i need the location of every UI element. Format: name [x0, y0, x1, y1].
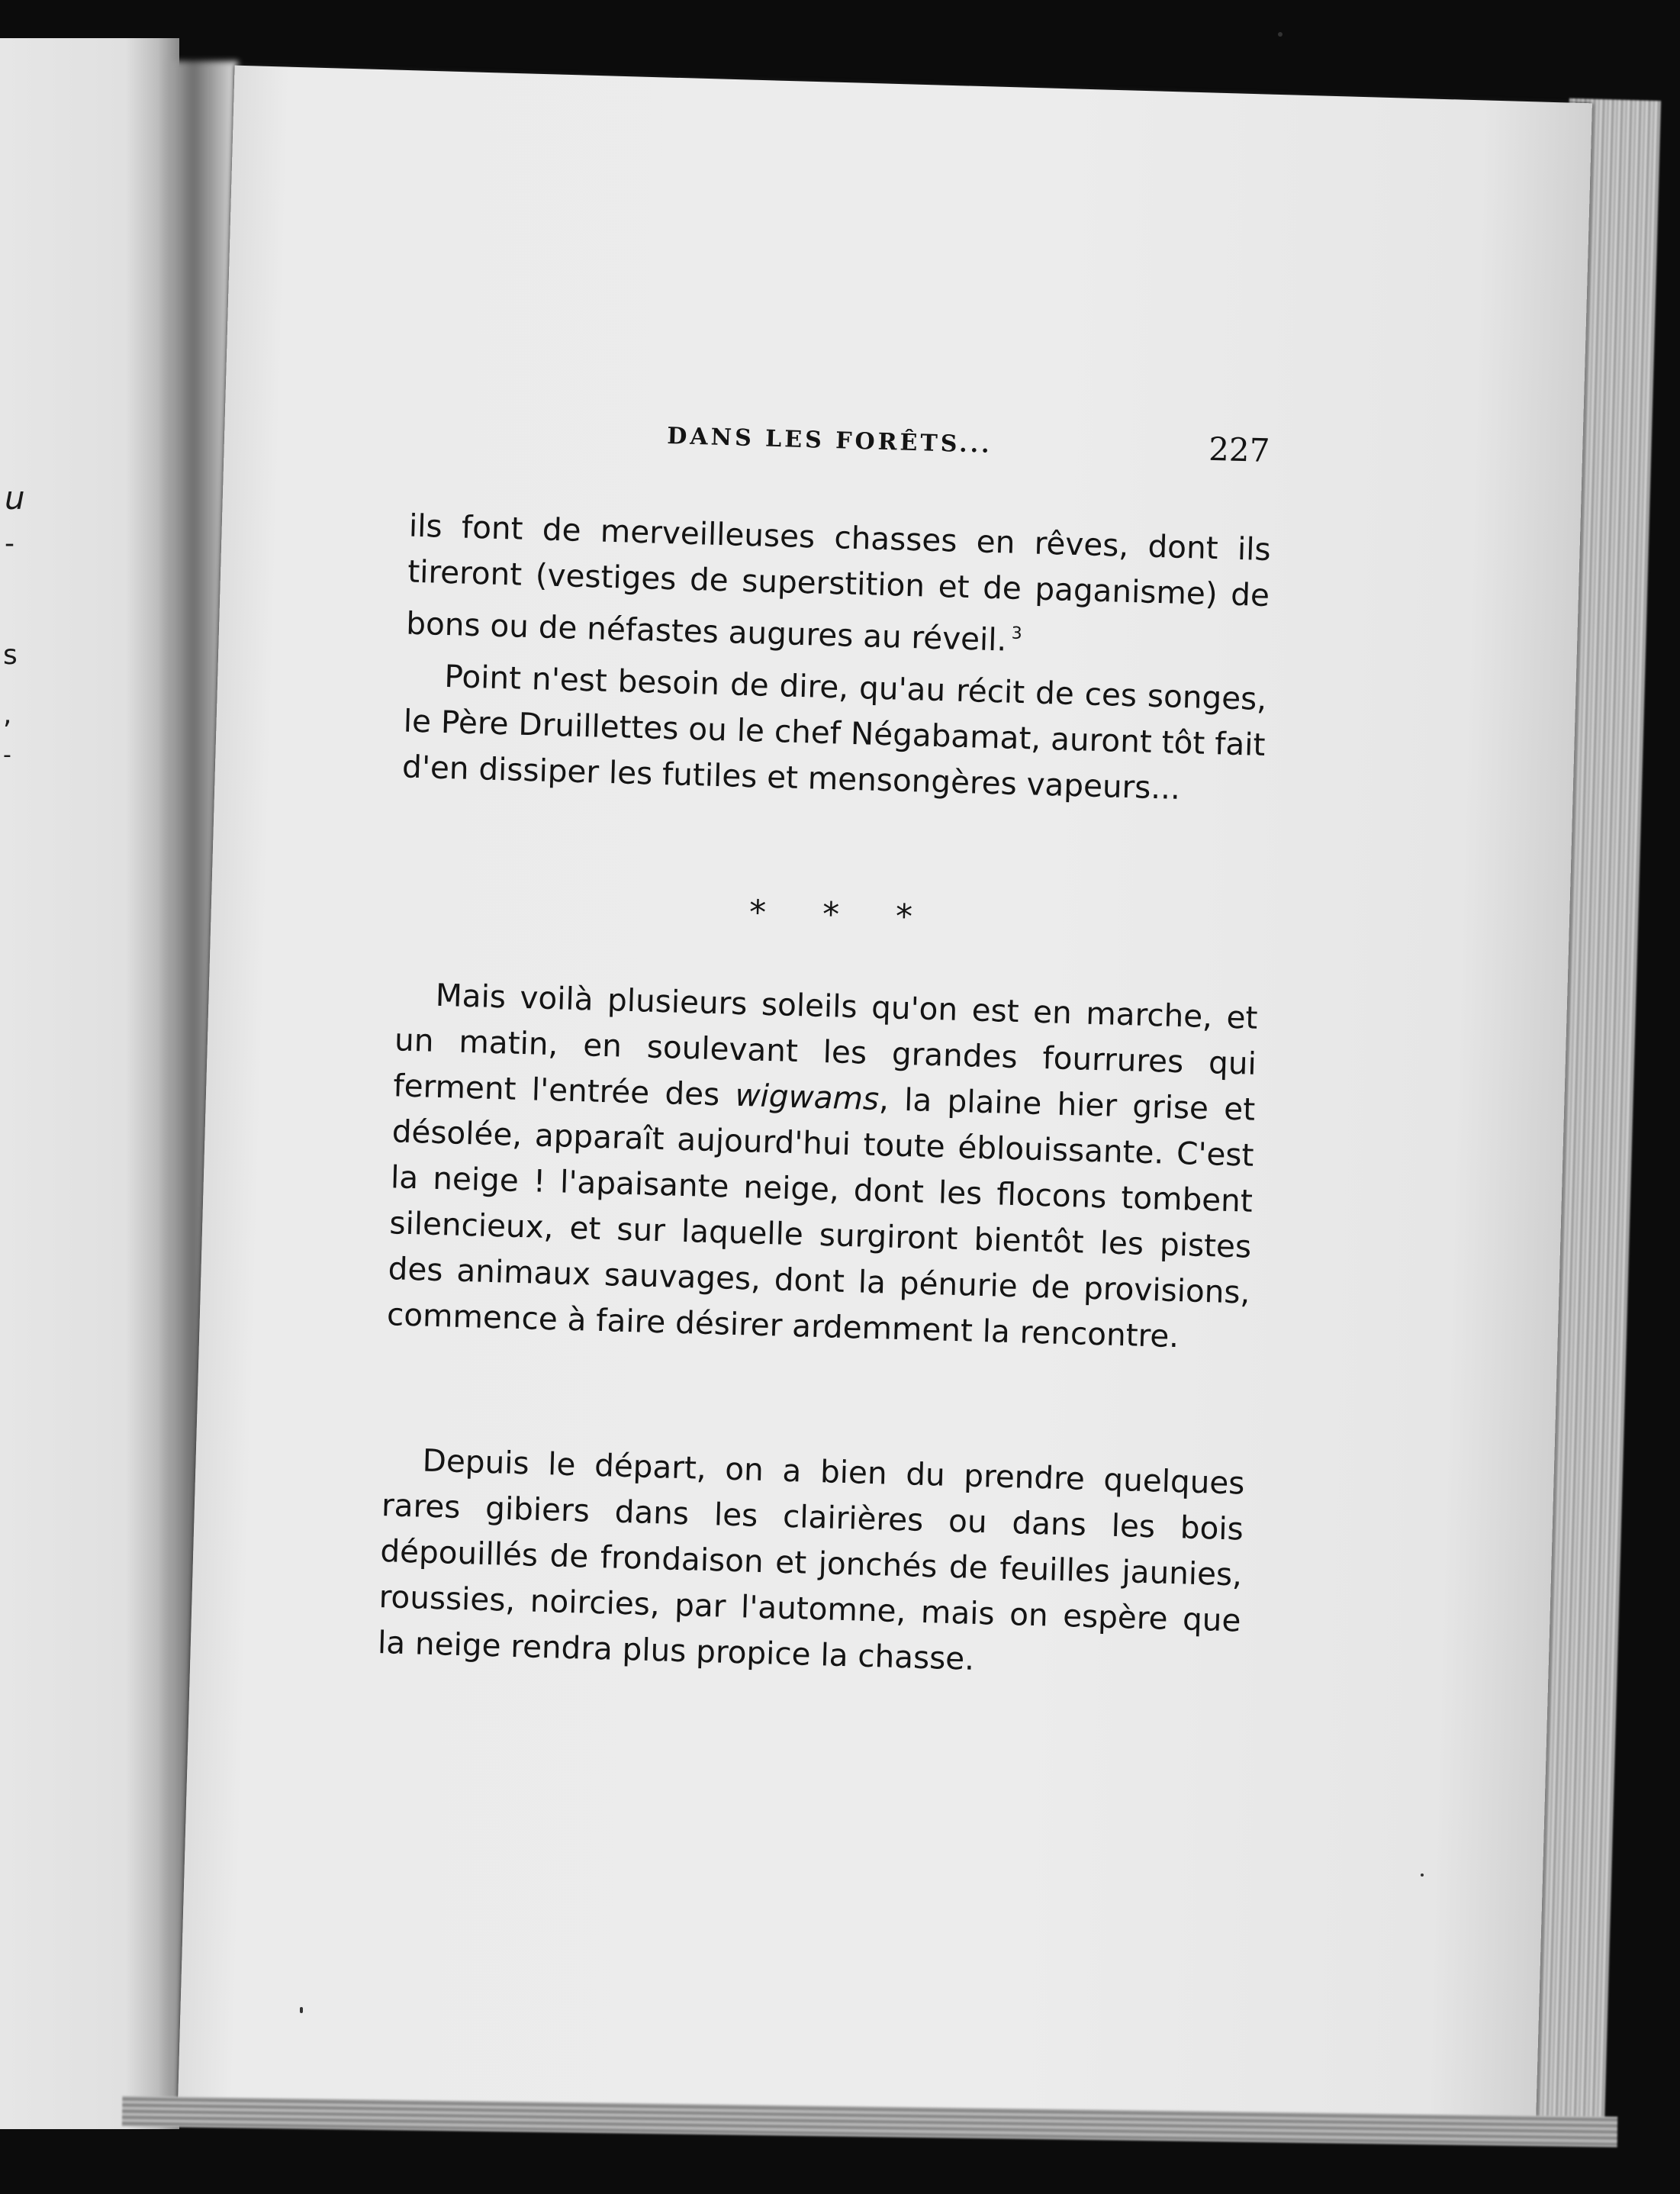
- footnote-marker: 3: [1011, 623, 1023, 644]
- paragraph-text: Mais voilà plusieurs soleils qu'on est en marche, et un matin, en soulevant les grandes fourrures qui ferment l'entrée des: [392, 976, 1259, 1113]
- paragraph: Depuis le départ, on a bien du prendre quelques rares gibiers dans les clairières ou dans les bois dépouillés de frondaison et jonchés de feuilles jaunies, roussies, noircies, par l'automne, mais on espère que la neige rendra plus propice la chasse.: [377, 1442, 1246, 1677]
- italic-term: wigwams: [734, 1076, 880, 1118]
- left-page-fragment: -: [3, 742, 11, 768]
- paragraph: [406, 503, 1272, 670]
- paragraph-text: , la plaine hier grise et désolée, apparaît aujourd'hui toute éblouissante. C'est la neige ! l'apaisante neige, dont les flocons tombent silencieux, et sur laquelle surgiront bientôt les pistes des animaux sauvages, dont la pénurie de provisions, commence à faire désirer ardemment la rencontre.: [386, 1081, 1256, 1355]
- running-head: DANS LES FORÊTS...: [666, 422, 993, 459]
- left-page-fragment: s: [3, 640, 18, 671]
- paragraph-text: ils font de merveilleuses chasses en rêves, dont ils tireront (vestiges de superstition et de paganisme) de bons ou de néfastes augures au réveil.: [405, 507, 1272, 659]
- left-page-fragment: ,: [3, 699, 12, 730]
- paragraph: [386, 971, 1258, 1361]
- left-page-fragment: u: [5, 479, 25, 517]
- scan-speck: [1278, 32, 1283, 37]
- left-page-fragment: -: [5, 528, 14, 559]
- paragraph: Point n'est besoin de dire, qu'au récit de ces songes, le Père Druillettes ou le chef Négabamat, auront tôt fait d'en dissiper les futiles et mensongères vapeurs...: [401, 657, 1267, 807]
- section-separator: * * *: [748, 893, 936, 938]
- scan-speck: [300, 2007, 303, 2013]
- page-number: 227: [1208, 430, 1271, 470]
- scan-speck: [1421, 1873, 1424, 1877]
